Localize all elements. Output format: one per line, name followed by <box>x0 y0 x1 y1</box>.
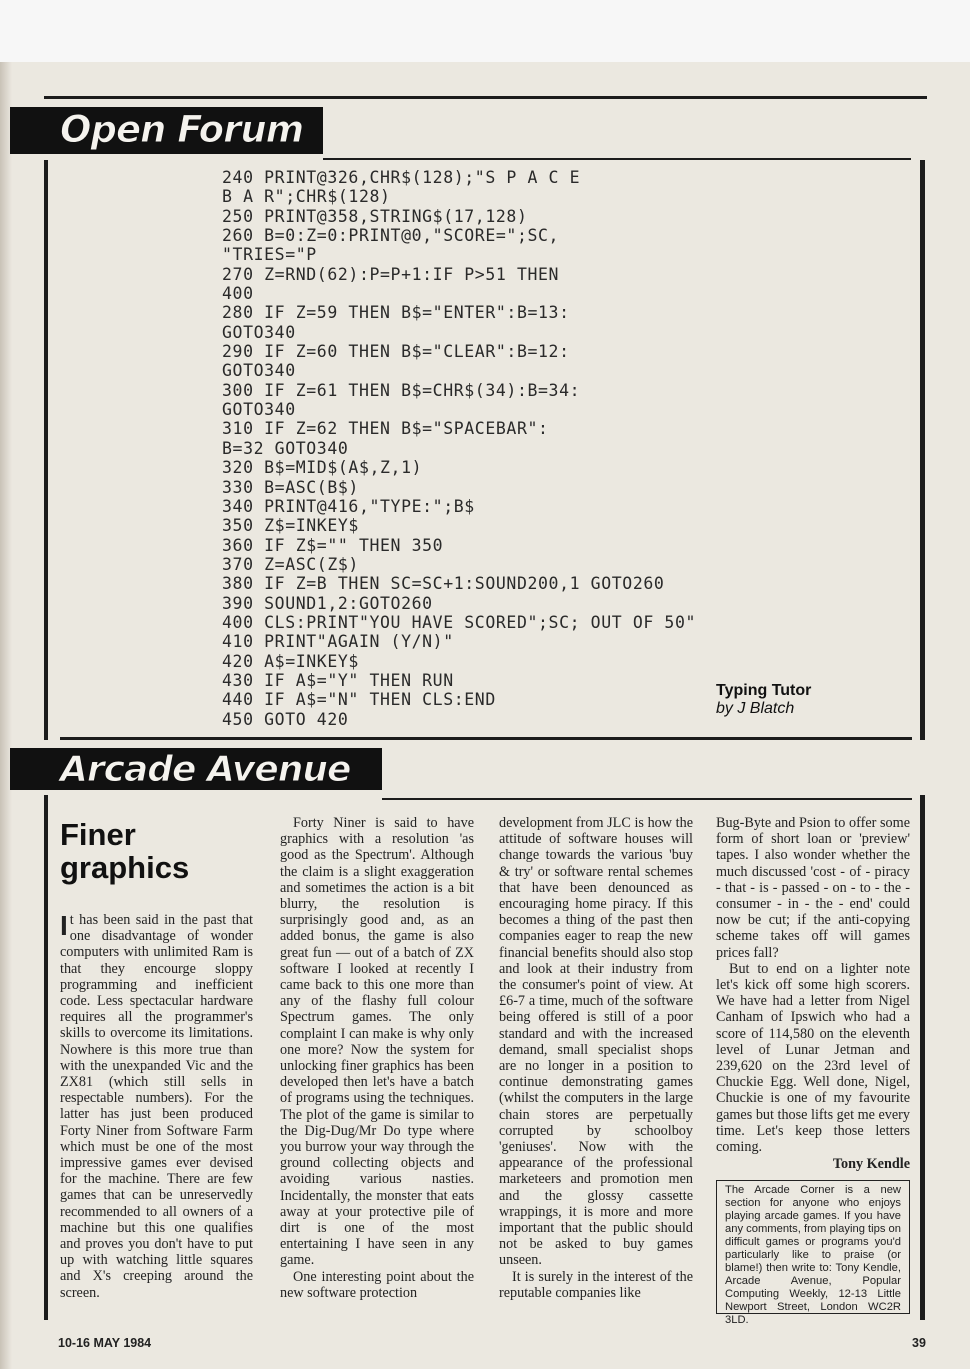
listing-line: 250 PRINT@358,STRING$(17,128) <box>222 206 528 226</box>
listing-line: B A R";CHR$(128) <box>222 187 391 207</box>
article-paragraph: It is surely in the interest of the reputable companies like <box>499 1268 693 1301</box>
listing-line: 240 PRINT@326,CHR$(128);"S P A C E <box>222 168 581 187</box>
listing-line: 300 IF Z=61 THEN B$=CHR$(34):B=34: <box>222 380 581 400</box>
article-paragraph: Forty Niner is said to have graphics with a resolution 'as good as the Spectrum'. Although the claim is a slight exaggeration and sometimes the action is a bit blurry, the resolution is surprisingly good and, as an added bonus, the game is also great fun — out of a batch of ZX software I looked at recently I came back to this one more than any of the flashy full colour Spectrum games. The only complaint I can make is why only one more? Now the system for unlocking finer graphics has been developed then let's have a batch of programs using the techniques. The plot of the game is similar to the Dig-Dug/Mr Do type where you burrow your way through the ground collecting objects and avoiding various nasties. Incidentally, the monster that eats away at your protective pile of dirt is one of the most entertaining I have seen in any game. <box>280 815 474 1269</box>
listing-right-bar <box>920 160 925 740</box>
article-paragraph: One interesting point about the new software protection <box>280 1268 474 1301</box>
listing-line: 310 IF Z=62 THEN B$="SPACEBAR": <box>222 419 549 439</box>
open-forum-rule <box>323 158 911 160</box>
listing-line: 350 Z$=INKEY$ <box>222 516 359 536</box>
listing-line: 390 SOUND1,2:GOTO260 <box>222 593 433 613</box>
listing-line: 440 IF A$="N" THEN CLS:END <box>222 690 496 710</box>
listing-line: 400 CLS:PRINT"YOU HAVE SCORED";SC; OUT OF 50" <box>222 612 697 632</box>
scan-background <box>0 0 970 62</box>
article-column-4 <box>716 815 910 1172</box>
article-left-bar <box>44 795 48 1320</box>
arcade-avenue-title: Arcade Avenue <box>60 749 351 790</box>
listing-caption <box>716 682 811 718</box>
listing-line: 280 IF Z=59 THEN B$="ENTER":B=13: <box>222 303 570 323</box>
open-forum-banner <box>10 107 323 154</box>
listing-line: 290 IF Z=60 THEN B$="CLEAR":B=12: <box>222 342 570 362</box>
listing-line: 360 IF Z$="" THEN 350 <box>222 535 444 555</box>
drop-cap: I <box>60 910 68 941</box>
listing-line: GOTO340 <box>222 400 296 420</box>
article-column-3 <box>499 815 693 1301</box>
page-number: 39 <box>912 1336 926 1350</box>
listing-line: 430 IF A$="Y" THEN RUN <box>222 670 454 690</box>
listing-line: B=32 GOTO340 <box>222 438 349 458</box>
listing-author: by J Blatch <box>716 700 795 717</box>
article-right-bar <box>920 795 925 1320</box>
listing-line: 270 Z=RND(62):P=P+1:IF P>51 THEN <box>222 264 560 284</box>
listing-line: 330 B=ASC(B$) <box>222 477 359 497</box>
listing-left-bar <box>44 160 48 740</box>
listing-line: 450 GOTO 420 <box>222 709 349 729</box>
issue-date: 10-16 MAY 1984 <box>58 1336 152 1350</box>
listing-line: 320 B$=MID$(A$,Z,1) <box>222 458 423 478</box>
arcade-avenue-rule <box>382 798 912 800</box>
arcade-avenue-banner <box>10 748 382 790</box>
top-rule <box>44 96 927 99</box>
listing-line: 380 IF Z=B THEN SC=SC+1:SOUND200,1 GOTO260 <box>222 574 665 594</box>
listing-line: 340 PRINT@416,"TYPE:";B$ <box>222 496 475 516</box>
arcade-corner-note: The Arcade Corner is a new section for anyone who enjoys playing arcade games. If you have any comments, from playing tips on difficult games or programs you'd particularly like to praise (or blame!) then write to: Tony Kendle, Arcade Avenue, Popular Computing Weekly, 12-13 Little Newport Street, London WC2R 3LD. <box>716 1180 910 1314</box>
listing-line: 410 PRINT"AGAIN (Y/N)" <box>222 632 454 652</box>
page-edge-shadow <box>0 62 12 1369</box>
listing-line: 370 Z=ASC(Z$) <box>222 554 359 574</box>
article-paragraph <box>60 912 253 1301</box>
article-column-2 <box>280 815 474 1301</box>
listing-title: Typing Tutor <box>716 682 812 699</box>
listing-line: 420 A$=INKEY$ <box>222 651 359 671</box>
open-forum-title: Open Forum <box>60 108 304 151</box>
author-signature: Tony Kendle <box>832 1156 910 1173</box>
article-headline: Finer graphics <box>60 817 190 885</box>
listing-bottom-rule <box>60 737 912 740</box>
paragraph-text: t has been said in the past that one disadvantage of wonder computers with unlimited Ram is that they encourge sloppy programming and inefficient code. Less spectacular hardware requires all the programmer's skills to overcome its limitations. Nowhere is this more true than with the unexpanded Vic and the ZX81 (which still sells in respectable numbers). For the latter has just been produced Forty Niner from Software Farm which must be one of the most impressive games ever devised for the machine. There are few games that can be unreservedly recommended to all owners of a machine but this one qualifies and proves you don't have to put up with watching little squares and X's creeping around the screen. <box>60 912 253 1301</box>
listing-line: "TRIES="P <box>222 245 317 265</box>
listing-line: 400 <box>222 284 254 304</box>
article-paragraph: development from JLC is how the attitude of software houses will change towards the various 'buy & try' or software rental schemes that have been denounced as encouraging home piracy. If this becomes a thing of the past then companies eager to reap the new financial benefits should also stop and look at their industry from the consumer's point of view. At £6-7 a time, much of the software being offered is still of a poor standard and with the increased demand, small specialist shops are no longer in a position to continue demonstrating games (whilst the computers in the large chain stores are perpetually corrupted by schoolboy 'geniuses'. Now with the appearance of the professional marketeers and promotion men and the glossy cassette wrappings, it is more and more important that the public should not be asked to buy games unseen. <box>499 815 693 1269</box>
article-paragraph: Bug-Byte and Psion to offer some form of short loan or 'preview' tapes. I also wonder whether the much discussed 'cost - of - piracy - that - is - passed - on - to - the - consumer - in - the - end' could now be cut; if the anti-copying scheme takes off will games prices fall? <box>716 815 910 961</box>
listing-line: 260 B=0:Z=0:PRINT@0,"SCORE=";SC, <box>222 226 560 246</box>
basic-program-listing <box>222 168 782 729</box>
article-paragraph: But to end on a lighter note let's kick off some high scorers. We have had a letter from Nigel Canham of Ipswich who had a score of 114,580 on the eleventh level of Lunar Jetman and 239,620 on the 23rd level of Chuckie Egg. Well done, Nigel, Chuckie is one of my favourite games but those lifts get me every time. Let's keep those letters coming. <box>716 960 910 1156</box>
listing-line: GOTO340 <box>222 322 296 342</box>
listing-line: GOTO340 <box>222 361 296 381</box>
article-column-1 <box>60 912 253 1301</box>
